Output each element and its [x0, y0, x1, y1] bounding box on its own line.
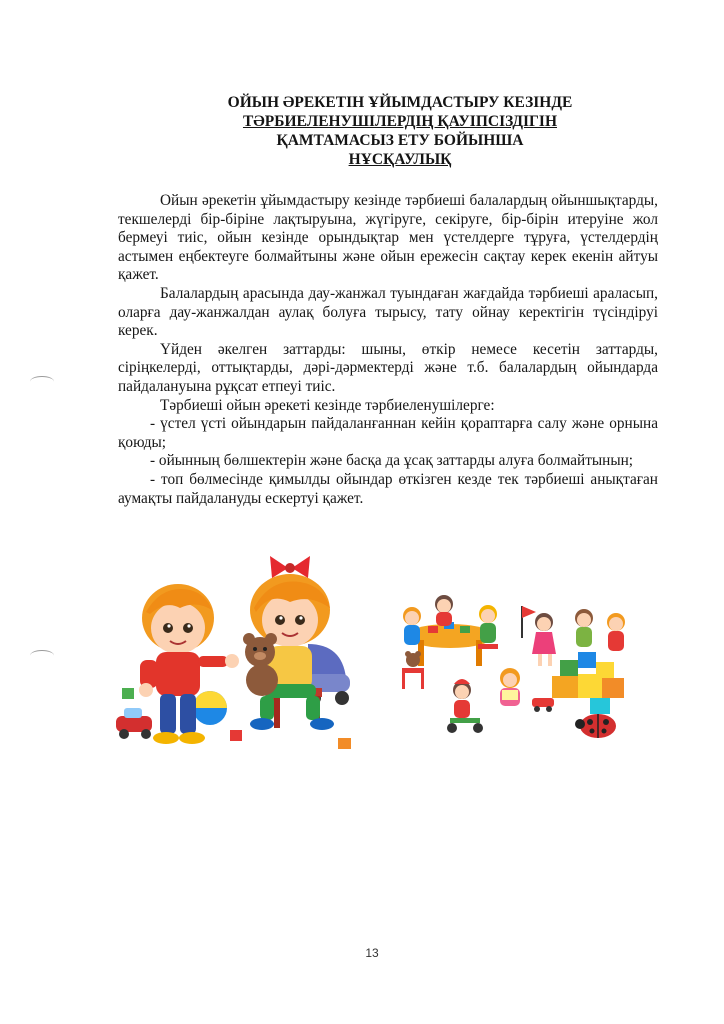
toy-ladybug — [575, 714, 616, 738]
page-number: 13 — [365, 946, 379, 960]
punch-hole-mark-bottom — [30, 650, 54, 661]
title-line-3: ҚАМТАМАСЫЗ ЕТУ БОЙЫНША — [276, 132, 524, 149]
punch-hole-mark-top — [30, 376, 54, 387]
title-line-2: ТӘРБИЕЛЕНУШІЛЕРДІҢ ҚАУІПСІЗДІГІН — [242, 113, 558, 130]
child-at-table-1 — [403, 607, 421, 645]
toy-ball — [193, 691, 227, 725]
children-with-teddy-illustration — [110, 548, 360, 753]
child-right-2 — [607, 613, 625, 651]
document-body — [118, 192, 658, 508]
paragraph-3: Үйден әкелген заттарды: шыны, өткір немесе кесетін заттарды, сіріңкелерді, оттықтарды, дәрі-дәрмектерді және т.б. балалардың ойындарда пайдалануына рұқсат етпеуі тиіс. — [118, 340, 658, 395]
boy-figure — [139, 584, 239, 744]
title-line-4: НҰСҚАУЛЫҚ — [348, 151, 452, 168]
list-item-3: - топ бөлмесінде қимылды ойындар өткізген кезде тек тәрбиеші анықтаған аумақты пайдалануды ескертуі қажет. — [118, 470, 658, 507]
paragraph-2: Балалардың арасында дау-жанжал туындаған жағдайда тәрбиеші араласып, оларға дау-жанжалдан аулақ болуға тырысу, тату ойнау керектігін түсіндіруі керек. — [118, 284, 658, 340]
paragraph-1: Ойын әрекетін ұйымдастыру кезінде тәрбиеші балалардың ойыншықтарды, текшелерді бір-біріне лақтыруына, жүгіруге, секіруге, бір-бірін итеруіне жол бермеуі тиіс, ойын кезінде орындықтар мен үстелдерге тұруға, үстелдердің астымен еңбектеуге болмайтыны және ойын ережесін сақтау керек екенін айтуы қажет. — [118, 192, 658, 284]
child-on-scooter — [447, 679, 483, 733]
child-at-table-2 — [435, 595, 453, 626]
child-reading — [500, 668, 520, 706]
child-right-1 — [575, 609, 593, 647]
toy-cube-green — [122, 688, 134, 699]
list-item-2: - ойынның бөлшектерін және басқа да ұсақ заттарды алуға болмайтынын; — [150, 452, 634, 470]
toy-car — [116, 708, 152, 739]
toy-car-small — [532, 698, 554, 712]
toy-cube-red — [230, 730, 242, 741]
toy-cube-orange — [338, 738, 351, 749]
title-line-1: ОЙЫН ӘРЕКЕТІН ҰЙЫМДАСТЫРУ КЕЗІНДЕ — [227, 94, 573, 111]
document-title — [180, 93, 620, 169]
building-blocks — [552, 652, 624, 714]
list-item-1: - үстел үсті ойындарын пайдаланғаннан кейін қораптарға салу және орнына қоюды; — [118, 415, 658, 451]
girl-with-flag — [522, 606, 556, 666]
children-playing-illustration — [398, 590, 638, 745]
paragraph-4: Тәрбиеші ойын әрекеті кезінде тәрбиеленушілерге: — [160, 396, 495, 414]
